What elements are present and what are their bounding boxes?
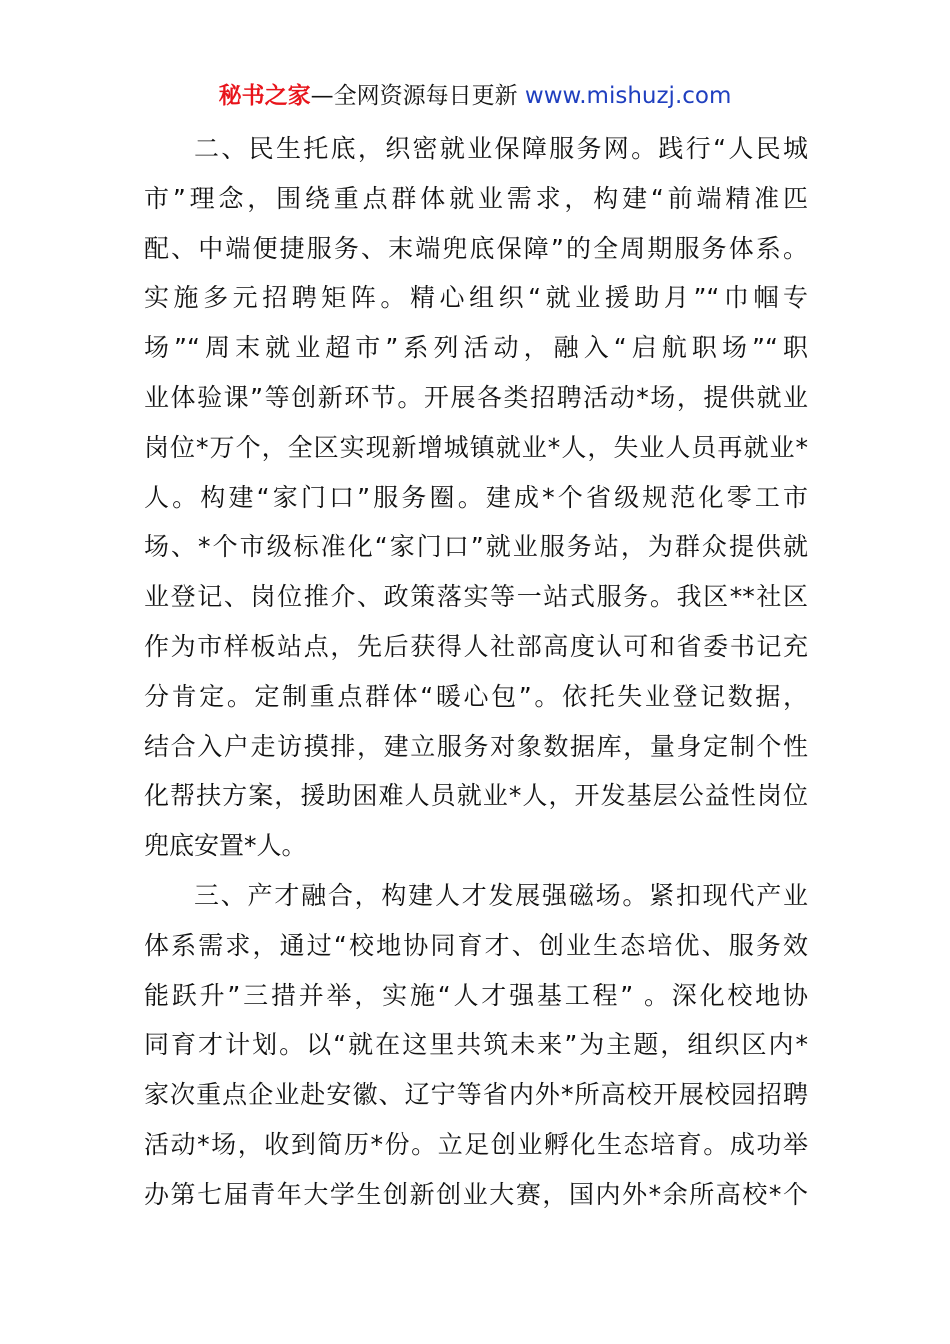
text-line: 作为市样板站点，先后获得人社部高度认可和省委书记充 <box>144 631 808 661</box>
paragraph-three <box>144 871 808 1220</box>
page-header <box>0 80 950 112</box>
brand-name: 秘书之家 <box>218 83 311 109</box>
text-line: 场、*个市级标准化“家门口”就业服务站，为群众提供就 <box>144 532 808 562</box>
text-line: 化帮扶方案，援助困难人员就业*人，开发基层公益性岗位 <box>144 781 808 811</box>
text-line: 业体验课”等创新环节。开展各类招聘活动*场，提供就业 <box>144 382 808 412</box>
text-line: 市”理念，围绕重点群体就业需求，构建“前端精准匹 <box>144 183 808 213</box>
text-line: 三、产才融合，构建人才发展强磁场。紧扣现代产业 <box>194 880 808 910</box>
text-line: 家次重点企业赴安徽、辽宁等省内外*所高校开展校园招聘 <box>144 1080 808 1110</box>
text-line: 业登记、岗位推介、政策落实等一站式服务。我区**社区 <box>144 582 808 612</box>
document-body <box>144 124 808 1220</box>
text-line: 人。构建“家门口”服务圈。建成*个省级规范化零工市 <box>144 482 808 512</box>
paragraph-two <box>144 124 808 871</box>
text-line: 办第七届青年大学生创新创业大赛，国内外*余所高校*个 <box>144 1179 808 1209</box>
text-line: 配、中端便捷服务、末端兜底保障”的全周期服务体系。 <box>144 233 808 263</box>
text-line: 能跃升”三措并举，实施“人才强基工程” 。深化校地协 <box>144 980 808 1010</box>
text-line: 同育才计划。以“就在这里共筑未来”为主题，组织区内* <box>144 1030 808 1060</box>
text-line: 二、民生托底，织密就业保障服务网。践行“人民城 <box>194 134 808 163</box>
header-tagline: —全网资源每日更新 <box>310 83 518 109</box>
site-url-link[interactable]: www.mishuzj.com <box>524 83 732 109</box>
text-line: 体系需求，通过“校地协同育才、创业生态培优、服务效 <box>144 930 808 960</box>
text-line: 实施多元招聘矩阵。精心组织“就业援助月”“巾帼专 <box>144 283 808 313</box>
text-line: 活动*场，收到简历*份。立足创业孵化生态培育。成功举 <box>144 1129 808 1159</box>
text-line: 分肯定。定制重点群体“暖心包”。依托失业登记数据， <box>144 681 808 711</box>
text-line: 场”“周末就业超市”系列活动，融入“启航职场”“职 <box>144 333 808 363</box>
text-line: 兜底安置*人。 <box>144 831 307 861</box>
text-line: 结合入户走访摸排，建立服务对象数据库，量身定制个性 <box>144 731 808 761</box>
text-line: 岗位*万个，全区实现新增城镇就业*人，失业人员再就业* <box>144 432 808 462</box>
